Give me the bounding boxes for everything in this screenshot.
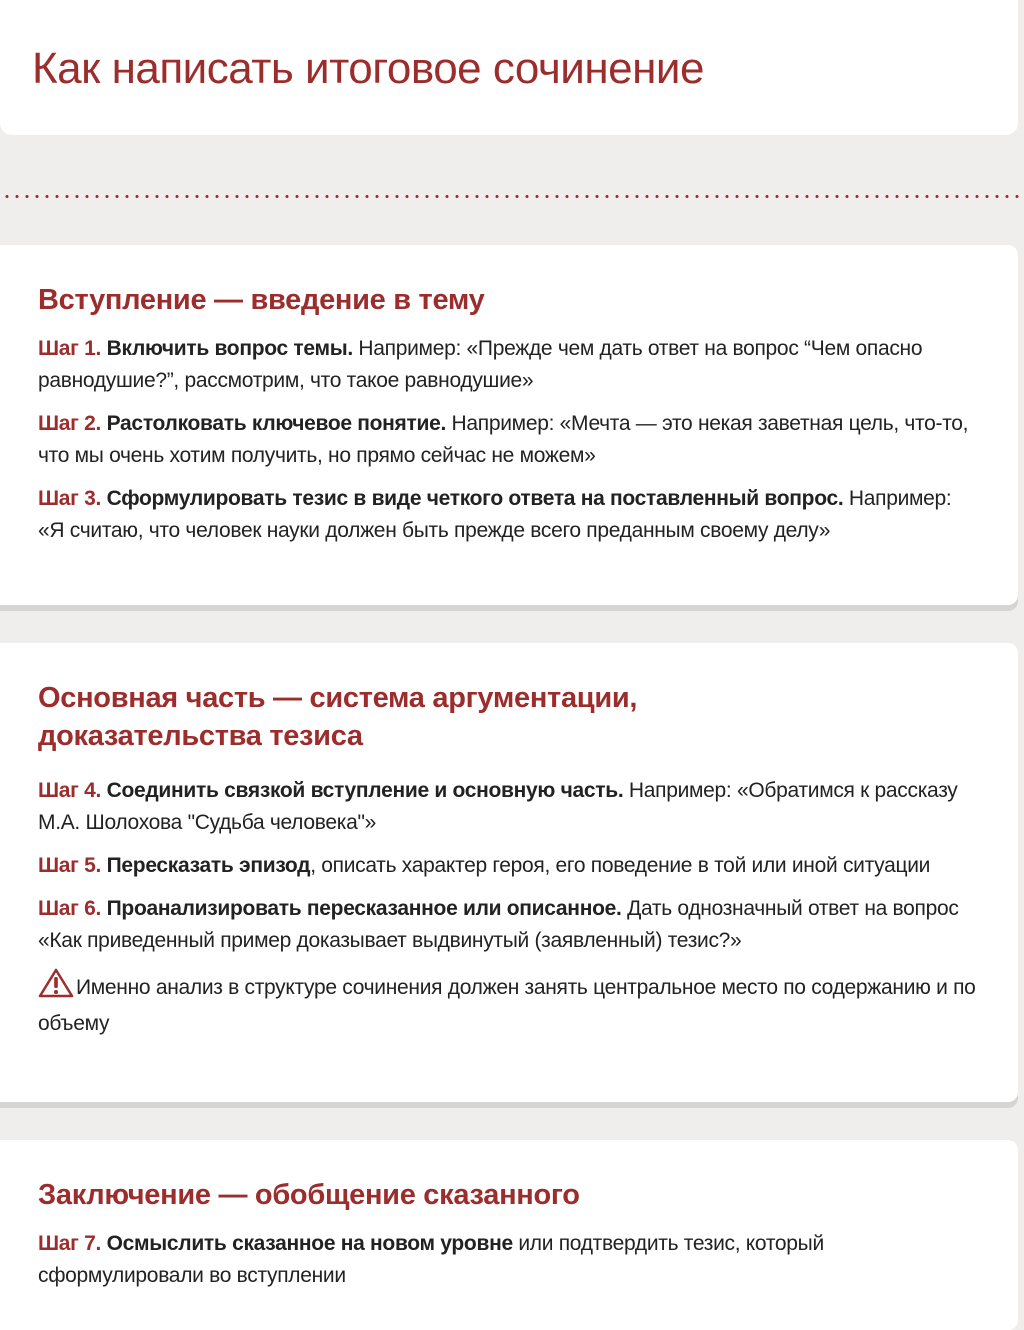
step-text: Например: «Мечта — это некая заветная цель, что-то, что мы очень хотим получить, но прямо сейчас не можем» <box>38 412 969 467</box>
step-6 <box>38 893 982 957</box>
dotted-divider <box>2 194 1022 199</box>
step-label: Шаг 7. <box>38 1232 102 1255</box>
step-label: Шаг 4. <box>38 779 102 802</box>
section-introduction <box>0 245 1018 605</box>
step-7 <box>38 1228 982 1292</box>
step-action: Пересказать эпизод <box>106 854 311 877</box>
section-conclusion <box>0 1140 1018 1330</box>
page-title: Как написать итоговое сочинение <box>32 44 704 93</box>
step-text: Например: «Прежде чем дать ответ на вопрос “Чем опасно равнодушие?”, рассмотрим, что такое равнодушие» <box>38 337 923 392</box>
step-action: Проанализировать пересказанное или описанное. <box>106 897 622 920</box>
section-title: Вступление — введение в тему <box>38 284 485 316</box>
section-title: Заключение — обобщение сказанного <box>38 1179 580 1211</box>
step-label: Шаг 6. <box>38 897 102 920</box>
step-label: Шаг 5. <box>38 854 102 877</box>
step-label: Шаг 2. <box>38 412 102 435</box>
step-text: Например: «Я считаю, что человек науки должен быть прежде всего преданным своему делу» <box>38 487 952 542</box>
section-title: Основная часть — система аргументации, доказательства тезиса <box>38 682 638 752</box>
step-action: Сформулировать тезис в виде четкого ответа на поставленный вопрос. <box>106 487 844 510</box>
step-label: Шаг 1. <box>38 337 102 360</box>
step-text: , описать характер героя, его поведение в той или иной ситуации <box>310 854 931 877</box>
section-main-body <box>0 643 1018 1102</box>
warning-note <box>38 968 982 1040</box>
warning-text: Именно анализ в структуре сочинения должен занять центральное место по содержанию и по объему <box>38 976 976 1035</box>
step-2 <box>38 408 982 472</box>
step-text: Например: «Обратимся к рассказу М.А. Шолохова "Судьба человека"» <box>38 779 958 834</box>
step-text: Дать однозначный ответ на вопрос «Как приведенный пример доказывает выдвинутый (заявленный) тезис?» <box>38 897 959 952</box>
title-card <box>0 0 1018 135</box>
step-action: Растолковать ключевое понятие. <box>106 412 447 435</box>
step-action: Соединить связкой вступление и основную часть. <box>106 779 624 802</box>
step-5 <box>38 850 982 882</box>
step-text: или подтвердить тезис, который сформулировали во вступлении <box>38 1232 824 1287</box>
step-4 <box>38 775 982 839</box>
step-1 <box>38 333 982 397</box>
step-3 <box>38 483 982 547</box>
step-action: Включить вопрос темы. <box>106 337 353 360</box>
warning-icon <box>38 968 74 1008</box>
step-action: Осмыслить сказанное на новом уровне <box>106 1232 513 1255</box>
step-label: Шаг 3. <box>38 487 102 510</box>
